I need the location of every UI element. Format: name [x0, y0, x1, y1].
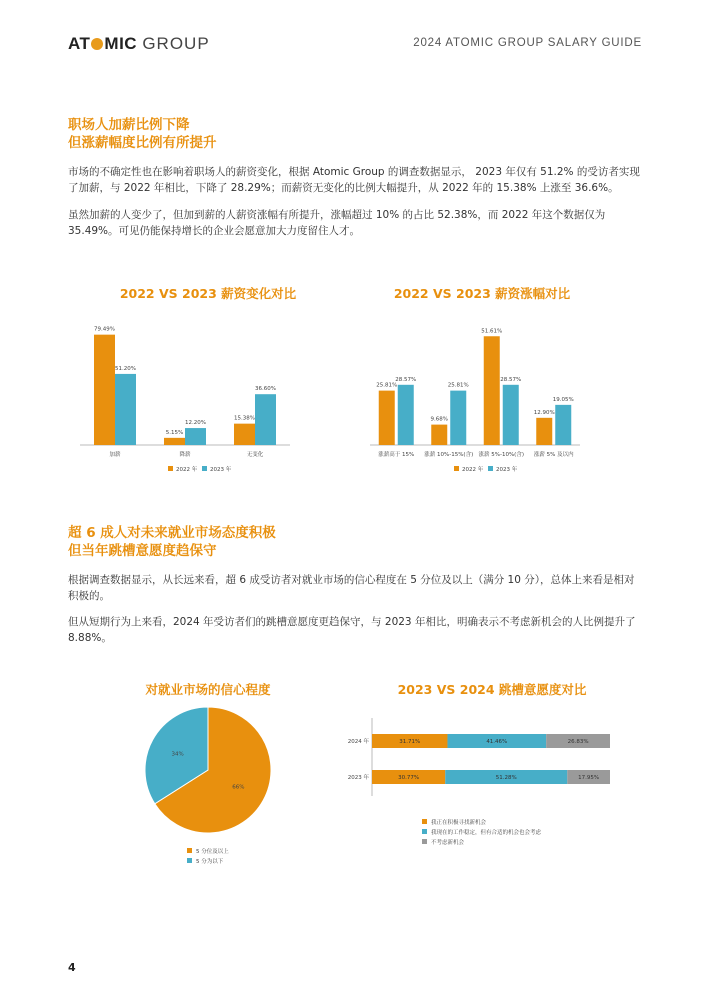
chart3-title: 对就业市场的信心程度: [145, 682, 271, 697]
segment-value-label: 31.71%: [399, 739, 421, 745]
bar-2022: [379, 391, 395, 445]
bar-value-label: 5.15%: [165, 429, 184, 436]
bar-2022: [484, 336, 500, 445]
bar-value-label: 51.61%: [481, 328, 503, 335]
legend-label: 2023 年: [210, 467, 232, 473]
legend-swatch: [187, 858, 192, 863]
category-label: 涨薪高于 15%: [378, 452, 415, 458]
chart1-salary-change: [80, 305, 340, 480]
pie-slice-label: 34%: [171, 751, 184, 758]
legend-swatch: [422, 839, 427, 844]
chart3-confidence-pie: [130, 700, 290, 872]
category-label: 涨薪 10%-15%(含): [424, 452, 474, 458]
segment-value-label: 30.77%: [398, 775, 420, 781]
segment-value-label: 41.46%: [486, 739, 508, 745]
logo-text-at: AT: [68, 34, 91, 53]
section1-heading-line2: 但涨薪幅度比例有所提升: [68, 135, 217, 151]
chart1-title: 2022 VS 2023 薪资变化对比: [119, 286, 297, 301]
legend-swatch: [422, 829, 427, 834]
bar-value-label: 25.81%: [376, 382, 398, 389]
bar-2022: [94, 335, 115, 445]
category-label: 涨薪 5% 及以内: [533, 452, 574, 458]
bar-2023: [255, 394, 276, 445]
bar-value-label: 12.90%: [533, 409, 555, 416]
bar-value-label: 28.57%: [500, 376, 522, 383]
category-label: 无变化: [246, 452, 264, 458]
company-logo: [68, 34, 210, 54]
section1-heading: [68, 116, 217, 152]
bar-2023: [115, 374, 136, 445]
legend-label: 5 分为以下: [196, 859, 224, 865]
bar-value-label: 12.20%: [185, 420, 206, 427]
guide-title: 2024 ATOMIC GROUP SALARY GUIDE: [413, 37, 642, 49]
logo-text-mic: MIC: [104, 34, 138, 53]
bar-2023: [185, 428, 206, 445]
bar-2023: [555, 405, 571, 445]
bar-value-label: 15.38%: [234, 415, 255, 422]
bar-2023: [503, 385, 519, 445]
bar-value-label: 51.20%: [115, 365, 136, 372]
chart4-job-change-willingness: [340, 712, 620, 862]
bar-2022: [164, 438, 185, 445]
bar-value-label: 9.68%: [430, 416, 448, 423]
pie-slice-label: 66%: [232, 784, 245, 791]
section1-heading-line1: 职场人加薪比例下降: [68, 117, 190, 133]
page-number: 4: [68, 961, 76, 974]
legend-swatch: [187, 848, 192, 853]
legend-swatch: [422, 819, 427, 824]
segment-value-label: 17.95%: [578, 775, 600, 781]
bar-value-label: 79.49%: [94, 326, 115, 333]
bar-2022: [234, 424, 255, 445]
legend-label: 不考虑新机会: [431, 840, 465, 846]
bar-2022: [431, 425, 447, 445]
legend-label: 2023 年: [496, 467, 518, 473]
bar-2023: [398, 385, 414, 445]
legend-swatch: [454, 466, 459, 471]
category-label: 加薪: [109, 452, 121, 458]
legend-swatch: [202, 466, 207, 471]
category-label: 2023 年: [347, 775, 369, 781]
legend-label: 我现在的工作稳定，但有合适的机会也会考虑: [431, 830, 542, 836]
category-label: 2024 年: [347, 739, 369, 745]
section2-heading-line1: 超 6 成人对未来就业市场态度积极: [68, 525, 276, 541]
bar-2022: [536, 418, 552, 445]
legend-label: 5 分位及以上: [196, 849, 229, 855]
bar-value-label: 25.81%: [447, 382, 469, 389]
bar-value-label: 19.05%: [552, 396, 574, 403]
logo-text-group: GROUP: [142, 34, 210, 53]
section2-heading: [68, 524, 276, 560]
section1-paragraph-2: 虽然加薪的人变少了，但加到薪的人薪资涨幅有所提升，涨幅超过 10% 的占比 52.38%，而 2022 年这个数据仅为 35.49%。可见仍能保持增长的企业会愿意加大力度留住人才。: [68, 209, 606, 237]
section2-paragraph-2: 但从短期行为上来看，2024 年受访者们的跳槽意愿度更趋保守，与 2023 年相比，明确表示不考虑新机会的人比例提升了 8.88%。: [68, 616, 636, 644]
legend-label: 2022 年: [462, 467, 484, 473]
logo-atom-icon: [91, 38, 103, 50]
bar-value-label: 28.57%: [395, 376, 417, 383]
segment-value-label: 51.28%: [495, 775, 517, 781]
legend-swatch: [168, 466, 173, 471]
section2-paragraph-1: 根据调查数据显示，从长远来看，超 6 成受访者对就业市场的信心程度在 5 分位及以上（满分 10 分），总体上来看是相对积极的。: [68, 574, 635, 602]
legend-swatch: [488, 466, 493, 471]
category-label: 涨薪 5%-10%(含): [478, 452, 524, 458]
chart2-raise-range: [370, 305, 610, 480]
bar-value-label: 36.60%: [255, 386, 276, 393]
legend-label: 2022 年: [176, 467, 198, 473]
chart2-title: 2022 VS 2023 薪资涨幅对比: [393, 286, 571, 301]
chart4-title: 2023 VS 2024 跳槽意愿度对比: [397, 682, 587, 697]
legend-label: 我正在积极寻找新机会: [431, 820, 487, 826]
bar-2023: [450, 391, 466, 445]
section2-heading-line2: 但当年跳槽意愿度趋保守: [68, 543, 217, 559]
segment-value-label: 26.83%: [567, 739, 589, 745]
section1-paragraph-1: 市场的不确定性也在影响着职场人的薪资变化，根据 Atomic Group 的调查数据显示， 2023 年仅有 51.2% 的受访者实现了加薪，与 2022 年相比，下降了 28.29%；而薪资无变化的比例大幅提升，从 2022 年的 15.38% 上涨至 36.6%。: [68, 166, 640, 194]
category-label: 降薪: [179, 452, 191, 458]
